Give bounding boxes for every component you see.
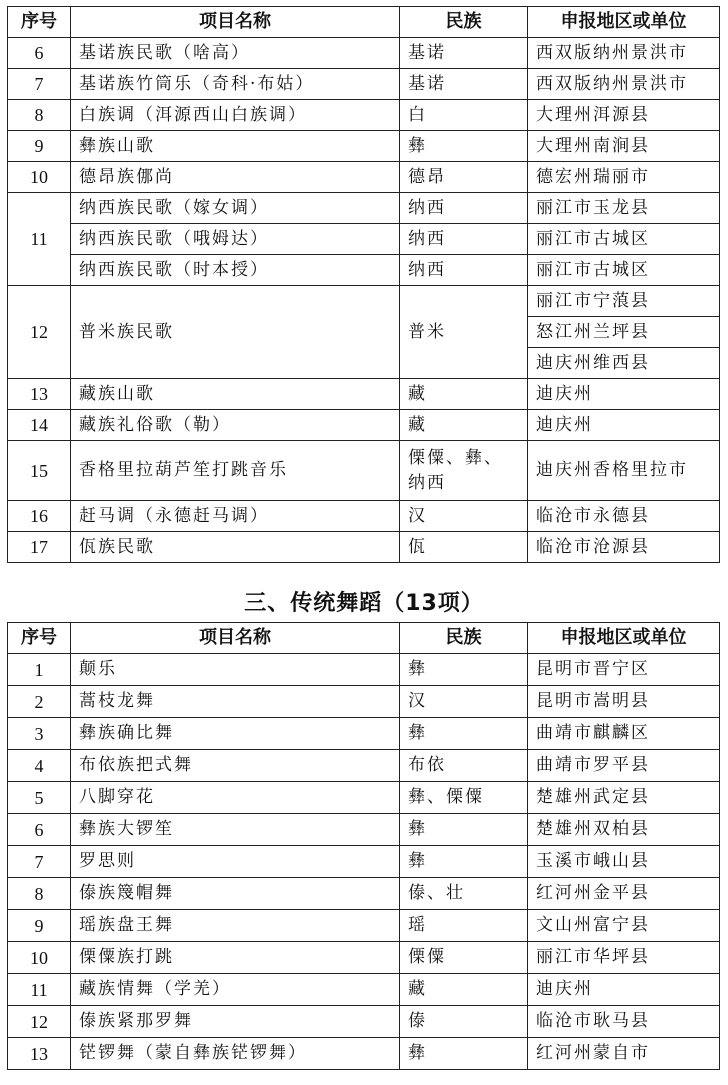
header-name: 项目名称 [71,7,400,38]
row-seq: 6 [8,38,71,69]
row-ethnicity: 彝 [400,718,528,750]
row-seq: 11 [8,193,71,286]
table-row [8,379,720,410]
row-name: 八脚穿花 [71,782,400,814]
row-name: 彝族大锣笙 [71,814,400,846]
table-header-row [8,623,720,654]
row-name: 纳西族民歌（哦姆达） [71,224,400,255]
row-seq: 16 [8,501,71,532]
row-name: 铓锣舞（蒙自彝族铓锣舞） [71,1038,400,1070]
row-region: 昆明市晋宁区 [528,654,720,686]
row-seq: 12 [8,286,71,379]
row-name: 蒿枝龙舞 [71,686,400,718]
row-ethnicity: 白 [400,100,528,131]
row-name: 傣族篾帽舞 [71,878,400,910]
row-ethnicity: 纳西 [400,193,528,224]
row-region: 临沧市耿马县 [528,1006,720,1038]
row-name: 傣族紧那罗舞 [71,1006,400,1038]
row-seq: 10 [8,162,71,193]
row-ethnicity: 布依 [400,750,528,782]
row-ethnicity: 藏 [400,379,528,410]
row-ethnicity: 彝 [400,814,528,846]
row-ethnicity: 彝 [400,654,528,686]
header-region: 申报地区或单位 [528,7,720,38]
row-region: 西双版纳州景洪市 [528,69,720,100]
header-region: 申报地区或单位 [528,623,720,654]
table-row [8,224,720,255]
table-row [8,255,720,286]
row-region: 丽江市古城区 [528,224,720,255]
row-seq: 15 [8,441,71,501]
traditional-dance-table [7,622,720,1070]
row-region: 临沧市永德县 [528,501,720,532]
row-ethnicity: 普米 [400,286,528,379]
row-name: 基诺族民歌（啥高） [71,38,400,69]
header-ethnicity: 民族 [400,623,528,654]
row-name: 德昂族㑚尚 [71,162,400,193]
row-ethnicity: 傈僳 [400,942,528,974]
row-region: 丽江市华坪县 [528,942,720,974]
row-seq: 1 [8,654,71,686]
row-name: 香格里拉葫芦笙打跳音乐 [71,441,400,501]
row-region: 红河州蒙自市 [528,1038,720,1070]
table-row [8,814,720,846]
table-row [8,38,720,69]
row-ethnicity: 基诺 [400,69,528,100]
row-region: 曲靖市麒麟区 [528,718,720,750]
row-region: 玉溪市峨山县 [528,846,720,878]
traditional-music-table [7,6,720,563]
row-region: 临沧市沧源县 [528,532,720,563]
row-ethnicity: 傣、壮 [400,878,528,910]
table-row [8,750,720,782]
table-row [8,100,720,131]
row-ethnicity: 傈僳、彝、纳西 [400,441,528,501]
row-region: 大理州南涧县 [528,131,720,162]
table-row [8,974,720,1006]
table-row [8,686,720,718]
table-row [8,1038,720,1070]
row-region: 德宏州瑞丽市 [528,162,720,193]
row-ethnicity: 德昂 [400,162,528,193]
table-row [8,441,720,501]
row-ethnicity: 彝、傈僳 [400,782,528,814]
row-seq: 3 [8,718,71,750]
row-name: 藏族情舞（学羌） [71,974,400,1006]
row-name: 白族调（洱源西山白族调） [71,100,400,131]
row-seq: 12 [8,1006,71,1038]
table-header-row [8,7,720,38]
table-row [8,878,720,910]
row-seq: 11 [8,974,71,1006]
row-name: 彝族山歌 [71,131,400,162]
row-region: 文山州富宁县 [528,910,720,942]
row-ethnicity: 纳西 [400,224,528,255]
table-row [8,910,720,942]
section-title: 三、传统舞蹈（13项） [244,591,484,616]
row-seq: 10 [8,942,71,974]
row-name: 颠乐 [71,654,400,686]
row-name: 瑶族盘王舞 [71,910,400,942]
row-ethnicity: 傣 [400,1006,528,1038]
row-region: 丽江市玉龙县 [528,193,720,224]
row-ethnicity: 基诺 [400,38,528,69]
row-name: 纳西族民歌（嫁女调） [71,193,400,224]
row-seq: 7 [8,846,71,878]
table-row [8,501,720,532]
row-region: 迪庆州 [528,974,720,1006]
row-region: 丽江市宁蒗县 [528,286,720,317]
row-ethnicity: 瑶 [400,910,528,942]
table-row [8,846,720,878]
row-region: 楚雄州双柏县 [528,814,720,846]
row-ethnicity: 藏 [400,974,528,1006]
row-seq: 6 [8,814,71,846]
row-seq: 14 [8,410,71,441]
row-name: 普米族民歌 [71,286,400,379]
row-region: 西双版纳州景洪市 [528,38,720,69]
row-name: 彝族确比舞 [71,718,400,750]
row-region: 楚雄州武定县 [528,782,720,814]
row-ethnicity: 佤 [400,532,528,563]
table-row [8,410,720,441]
row-name: 傈僳族打跳 [71,942,400,974]
row-ethnicity: 汉 [400,686,528,718]
row-name: 布依族把式舞 [71,750,400,782]
table-row [8,69,720,100]
row-region: 迪庆州 [528,379,720,410]
table-row [8,718,720,750]
table-row [8,654,720,686]
row-region: 迪庆州维西县 [528,348,720,379]
row-seq: 2 [8,686,71,718]
row-region: 大理州洱源县 [528,100,720,131]
header-seq: 序号 [8,623,71,654]
table-row [8,193,720,224]
row-seq: 8 [8,100,71,131]
row-region: 迪庆州 [528,410,720,441]
header-seq: 序号 [8,7,71,38]
row-name: 藏族礼俗歌（勒） [71,410,400,441]
table-row [8,942,720,974]
table-row [8,162,720,193]
row-region: 昆明市嵩明县 [528,686,720,718]
row-name: 佤族民歌 [71,532,400,563]
row-name: 基诺族竹筒乐（奇科·布姑） [71,69,400,100]
row-ethnicity: 汉 [400,501,528,532]
row-ethnicity: 彝 [400,131,528,162]
row-seq: 5 [8,782,71,814]
row-seq: 4 [8,750,71,782]
row-region: 怒江州兰坪县 [528,317,720,348]
table-row [8,532,720,563]
row-region: 迪庆州香格里拉市 [528,441,720,501]
row-seq: 9 [8,910,71,942]
row-region: 曲靖市罗平县 [528,750,720,782]
table-row [8,782,720,814]
row-seq: 7 [8,69,71,100]
row-region: 丽江市古城区 [528,255,720,286]
row-name: 纳西族民歌（时本授） [71,255,400,286]
table-row [8,286,720,317]
row-seq: 17 [8,532,71,563]
row-seq: 8 [8,878,71,910]
row-ethnicity: 纳西 [400,255,528,286]
table-row [8,131,720,162]
row-ethnicity: 彝 [400,1038,528,1070]
dance-table-body [8,654,720,1070]
row-ethnicity: 彝 [400,846,528,878]
row-region: 红河州金平县 [528,878,720,910]
header-ethnicity: 民族 [400,7,528,38]
row-seq: 9 [8,131,71,162]
row-ethnicity: 藏 [400,410,528,441]
header-name: 项目名称 [71,623,400,654]
row-seq: 13 [8,1038,71,1070]
row-seq: 13 [8,379,71,410]
row-name: 藏族山歌 [71,379,400,410]
row-name: 赶马调（永德赶马调） [71,501,400,532]
row-name: 罗思则 [71,846,400,878]
table-row [8,1006,720,1038]
